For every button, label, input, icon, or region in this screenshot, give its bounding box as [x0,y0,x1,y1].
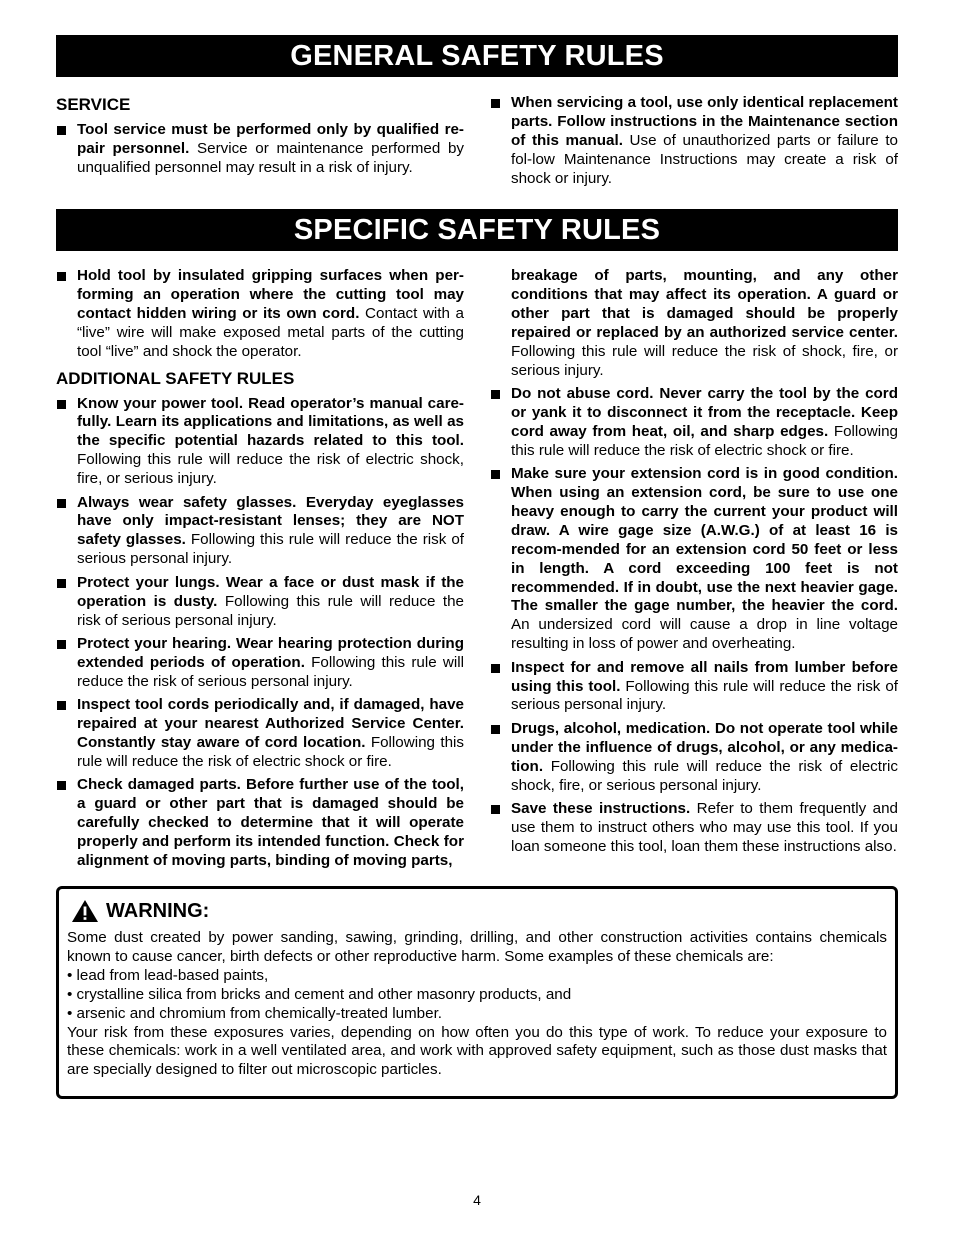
service-rule-1: Tool service must be performed only by qualified re-pair personnel. Service or maintenance performed by unqualified personnel may result in a risk of injury. [56,121,464,178]
warning-paragraph: Some dust created by power sanding, sawing, grinding, drilling, and other construction activities contains chemicals known to cause cancer, birth defects or other reproductive harm. Some examples of these chemicals are: [67,929,887,965]
additional-rule-8: Make sure your extension cord is in good condition. When using an extension cord, be sure to use one heavy enough to carry the current your product will draw. A wire gage size (A.W.G.) of at least 16 is recom-mended for an extension cord 50 feet or less in length. A cord exceeding 100 feet is not recommended. If in doubt, use the next heavier gage. The smaller the gage number, the heavier the cord. An undersized cord will cause a drop in line voltage resulting in loss of power and overheating. [490,465,898,654]
additional-rule-6-continued: breakage of parts, mounting, and any other conditions that may affect its operation. A guard or other part that is damaged should be properly repaired or replaced by an authorized service center. Following this rule will reduce the risk of shock, fire, or serious injury. [511,267,898,379]
warning-triangle-icon [71,899,99,923]
service-rule-2: When servicing a tool, use only identical replacement parts. Follow instructions in the Maintenance section of this manual. Use of unauthorized parts or failure to fol-low Maintenance Instructions may create a risk of shock or injury. [490,94,898,189]
additional-rule-11: Save these instructions. Refer to them frequently and use them to instruct others who may use this tool. If you loan someone this tool, loan them these instructions also. [490,800,898,857]
service-right-column [490,94,898,193]
page-number: 4 [473,1192,481,1208]
service-left-column [56,95,464,182]
warning-list-item: • arsenic and chromium from chemically-treated lumber. [67,1004,443,1022]
additional-rule-3: Protect your lungs. Wear a face or dust mask if the operation is dusty. Following this rule will reduce the risk of serious personal injury. [56,574,464,631]
additional-rule-5: Inspect tool cords periodically and, if damaged, have repaired at your nearest Authorized Service Center. Constantly stay aware of cord location. Following this rule will reduce the risk of electric shock or fire. [56,696,464,772]
warning-list-item: • lead from lead-based paints, [67,966,269,984]
warning-paragraph: Your risk from these exposures varies, depending on how often you do this type of work. To reduce your exposure to these chemicals: work in a well ventilated area, and work with approved safety equipment, such as those dust masks that are specially designed to filter out microscopic particles. [67,1023,887,1079]
warning-header [71,899,887,923]
additional-rule-10: Drugs, alcohol, medication. Do not operate tool while under the influence of drugs, alcohol, or any medica-tion. Following this rule will reduce the risk of electric shock, fire, or serious personal injury. [490,720,898,796]
specific-left-column [56,267,464,875]
warning-title: WARNING: [106,899,210,922]
specific-right-column [490,267,898,861]
additional-rule-4: Protect your hearing. Wear hearing protection during extended periods of operation. Following this rule will reduce the risk of serious personal injury. [56,635,464,692]
specific-rule-insulated: Hold tool by insulated gripping surfaces when per-forming an operation where the cutting tool may contact hidden wiring or its own cord. Contact with a “live” wire will make exposed metal parts of the cutting tool “live” and shock the operator. [56,267,464,362]
general-safety-rules-banner: GENERAL SAFETY RULES [56,35,898,77]
warning-list-item: • crystalline silica from bricks and cement and other masonry products, and [67,985,572,1003]
additional-rule-9: Inspect for and remove all nails from lumber before using this tool. Following this rule will reduce the risk of serious personal injury. [490,659,898,716]
specific-safety-rules-banner: SPECIFIC SAFETY RULES [56,209,898,251]
warning-box [56,886,898,1099]
additional-safety-rules-heading: ADDITIONAL SAFETY RULES [56,368,295,388]
additional-rule-7: Do not abuse cord. Never carry the tool by the cord or yank it to disconnect it from the receptacle. Keep cord away from heat, oil, and sharp edges. Following this rule will reduce the risk of electric shock or fire. [490,385,898,461]
additional-rule-2: Always wear safety glasses. Everyday eyeglasses have only impact-resistant lenses; they are NOT safety glasses. Following this rule will reduce the risk of serious personal injury. [56,494,464,570]
warning-text [67,929,887,1080]
additional-rule-1: Know your power tool. Read operator’s manual care-fully. Learn its applications and limitations, as well as the specific potential hazards related to this tool. Following this rule will reduce the risk of electric shock, fire, or serious injury. [56,395,464,490]
service-heading: SERVICE [56,95,131,114]
additional-rule-6: Check damaged parts. Before further use of the tool, a guard or other part that is damaged should be carefully checked to determine that it will operate properly and perform its intended function. Check for alignment of moving parts, binding of moving parts, [56,776,464,871]
